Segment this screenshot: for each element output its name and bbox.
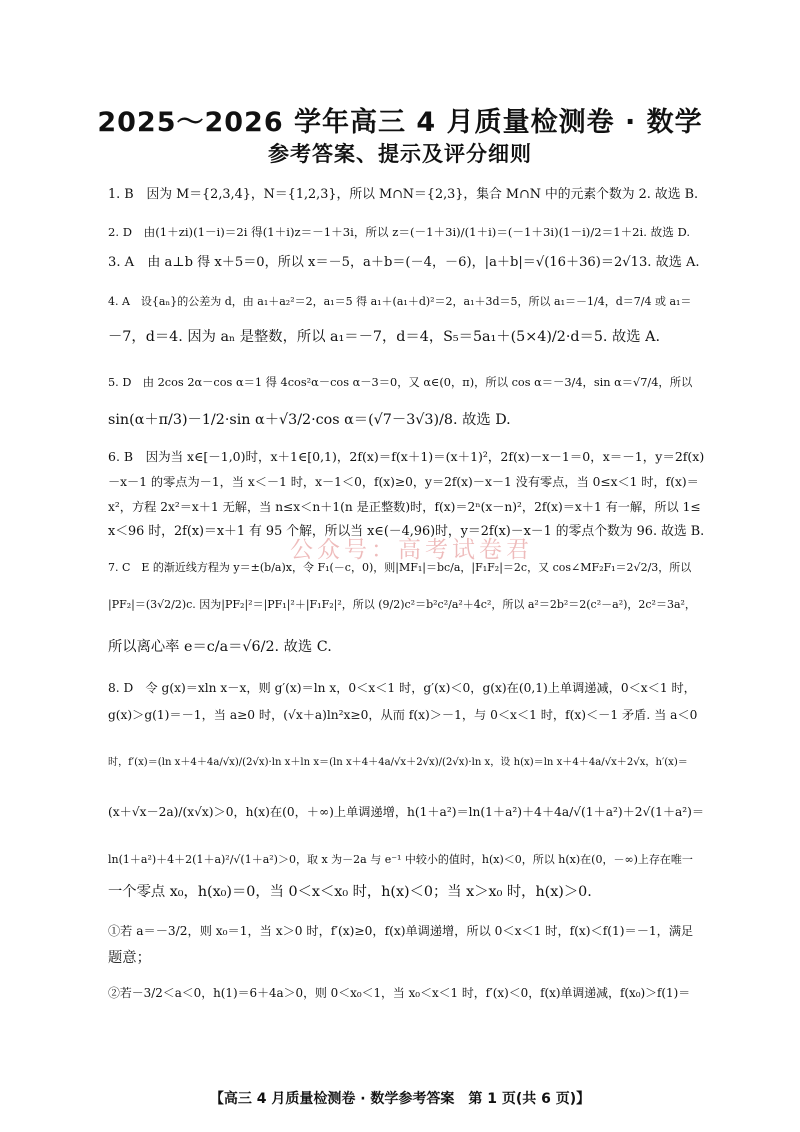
answer-8-case-1-cont: 题意； [108,950,151,966]
answer-3: 3. A 由 a⊥b 得 x＋5＝0，所以 x＝－5，a＋b＝(－4，－6)，|a＋b|＝√(16＋36)＝2√13. 故选 A. [108,255,700,270]
answer-6-line-1: 6. B 因为当 x∈[－1,0)时，x＋1∈[0,1)，2f(x)＝f(x＋1)＝(x＋1)²，2f(x)－x－1＝0，x＝－1，y＝2f(x) [108,449,705,464]
answer-8-case-2: ②若－3/2＜a＜0，h(1)＝6＋4a＞0，则 0＜x₀＜1，当 x₀＜x＜1 时，f′(x)＜0，f(x)单调递减，f(x₀)＞f(1)＝ [108,986,691,1000]
answer-7-line-3: 所以离心率 e＝c/a＝√6/2. 故选 C. [108,639,332,655]
answer-8-line-5: ln(1＋a²)＋4＋2(1＋a)²/√(1＋a²)＞0，取 x 为－2a 与 e⁻¹ 中较小的值时，h(x)＜0，所以 h(x)在(0，－∞)上存在唯一 [108,853,693,866]
answer-4-line-2: －7，d＝4. 因为 aₙ 是整数，所以 a₁＝－7，d＝4，S₅＝5a₁＋(5×4)/2·d＝5. 故选 A. [108,329,661,345]
page-footer: 【高三 4 月质量检测卷 · 数学参考答案 第 1 页(共 6 页)】 [209,1091,591,1107]
answer-8-line-3: 时，f′(x)＝(ln x＋4＋4a/√x)/(2√x)·ln x＋ln x＝(ln x＋4＋4a/√x＋2√x)/(2√x)·ln x，设 h(x)＝ln x＋4＋4a/√x＋2√x，h′(x)＝ [108,757,688,768]
answer-6-line-2: －x－1 的零点为－1，当 x＜－1 时，x－1＜0，f(x)≥0，y＝2f(x)－x－1 没有零点，当 0≤x＜1 时，f(x)＝ [108,475,699,489]
answer-4-line-1: 4. A 设{aₙ}的公差为 d，由 a₁＋a₂²＝2，a₁＝5 得 a₁＋(a₁＋d)²＝2，a₁＋3d＝5，所以 a₁＝－1/4，d＝7/4 或 a₁＝ [108,295,692,308]
answer-6-line-4: x＜96 时，2f(x)＝x＋1 有 95 个解，所以当 x∈(－4,96)时，y＝2f(x)－x－1 的零点个数为 96. 故选 B. [108,524,705,539]
answer-8-line-2: g(x)＞g(1)＝－1，当 a≥0 时，(√x＋a)ln²x≥0，从而 f(x)＞－1，与 0＜x＜1 时，f(x)＜－1 矛盾. 当 a＜0 [108,708,698,722]
page-subtitle: 参考答案、提示及评分细则 [268,142,532,166]
answer-5-line-2: sin(α＋π/3)－1/2·sin α＋√3/2·cos α＝(√7－3√3)/8. 故选 D. [108,412,511,428]
page-title: 2025～2026 学年高三 4 月质量检测卷 · 数学 [97,107,703,138]
answer-7-line-2: |PF₂|＝(3√2/2)c. 因为|PF₂|²＝|PF₁|²＋|F₁F₂|²，所以 (9/2)c²＝b²c²/a²＋4c²，所以 a²＝2b²＝2(c²－a²)，2c²＝3a²， [108,598,696,611]
answer-8-line-6: 一个零点 x₀，h(x₀)＝0，当 0＜x＜x₀ 时，h(x)＜0；当 x＞x₀ 时，h(x)＞0. [108,884,592,900]
answer-5-line-1: 5. D 由 2cos 2α－cos α＝1 得 4cos²α－cos α－3＝0，又 α∈(0，π)，所以 cos α＝－3/4，sin α＝√7/4，所以 [108,376,693,389]
watermark: 公众号：高考试卷君 [290,537,533,563]
answer-7-line-1: 7. C E 的渐近线方程为 y＝±(b/a)x，令 F₁(－c，0)，则|MF₁|＝bc/a，|F₁F₂|＝2c，又 cos∠MF₂F₁＝2√2/3，所以 [108,561,692,574]
answer-1: 1. B 因为 M＝{2,3,4}，N＝{1,2,3}，所以 M∩N＝{2,3}，集合 M∩N 中的元素个数为 2. 故选 B. [108,187,699,202]
answer-6-line-3: x²，方程 2x²＝x＋1 无解，当 n≤x＜n＋1(n 是正整数)时，f(x)＝2ⁿ(x－n)²，2f(x)＝x＋1 有一解，所以 1≤ [108,500,701,514]
answer-8-line-1: 8. D 令 g(x)＝xln x－x，则 g′(x)＝ln x，0＜x＜1 时，g′(x)＜0，g(x)在(0,1)上单调递减，0＜x＜1 时， [108,681,696,695]
answer-2: 2. D 由(1＋zi)(1－i)＝2i 得(1＋i)z＝－1＋3i，所以 z＝(－1＋3i)/(1＋i)＝(－1＋3i)(1－i)/2＝1＋2i. 故选 D. [108,225,691,239]
answer-8-line-4: (x＋√x－2a)/(x√x)＞0，h(x)在(0，＋∞)上单调递增，h(1＋a²)＝ln(1＋a²)＋4＋4a/√(1＋a²)＋2√(1＋a²)＝ [108,805,705,819]
answer-8-case-1: ①若 a＝－3/2，则 x₀＝1，当 x＞0 时，f′(x)≥0，f(x)单调递增，所以 0＜x＜1 时，f(x)＜f(1)＝－1，满足 [108,924,694,938]
